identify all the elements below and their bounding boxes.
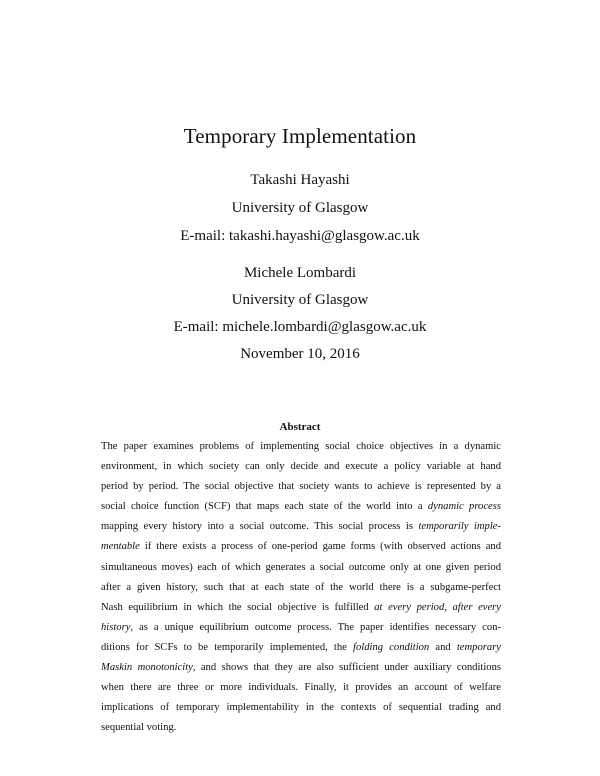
abstract-line [101, 517, 501, 537]
abstract-italic-run: temporarily imple- [418, 521, 501, 533]
abstract-line [101, 638, 501, 658]
abstract-body [101, 437, 501, 738]
author-2-name: Michele Lombardi [243, 265, 357, 281]
abstract-line [101, 718, 501, 738]
abstract-text-run: Nash equilibrium in which the social objective is fulfilled [101, 601, 375, 613]
author-2-email: E-mail: michele.lombardi@glasgow.ac.uk [173, 319, 427, 335]
abstract-text-run: , as a unique equilibrium outcome process. The paper identifies necessary con- [130, 621, 501, 633]
abstract-italic-run: folding condition [353, 641, 430, 653]
abstract-italic-run: at every period, after every [374, 601, 501, 613]
abstract-text-run: implications of temporary implementability in the contexts of sequential trading and [101, 702, 501, 714]
abstract-line [101, 497, 501, 517]
paper-title: Temporary Implementation [183, 124, 417, 148]
abstract-line [101, 698, 501, 718]
abstract-text-run: simultaneous moves) each of which generates a social outcome only at one given period [101, 561, 501, 573]
abstract-text-run: ditions for SCFs to be temporarily implemented, the [101, 641, 354, 653]
abstract-text-run: , and shows that they are also sufficient under auxiliary conditions [192, 662, 501, 674]
author-1-affiliation: University of Glasgow [231, 200, 369, 216]
paper-date: November 10, 2016 [240, 346, 360, 362]
abstract-italic-run: Maskin monotonicity [101, 662, 193, 674]
author-2-affiliation: University of Glasgow [231, 292, 369, 308]
abstract-line [101, 457, 501, 477]
abstract-text-run: The paper examines problems of implementing social choice objectives in a dynamic [101, 441, 501, 452]
abstract-heading: Abstract [279, 421, 321, 433]
abstract-line [101, 477, 501, 497]
author-1-name: Takashi Hayashi [250, 172, 350, 188]
abstract-text-run: when there are three or more individuals. Finally, it provides an account of welfare [101, 682, 501, 694]
abstract-line [101, 437, 501, 457]
abstract-text-run: period by period. The social objective that society wants to achieve is represented by a [101, 481, 501, 493]
abstract-text-run: after a given history, such that at each state of the world there is a subgame-perfect [101, 581, 501, 593]
abstract-text-run: if there exists a process of one-period game forms (with observed actions and [139, 541, 501, 553]
abstract-text-run: social choice function (SCF) that maps each state of the world into a [101, 501, 428, 513]
abstract-line [101, 658, 501, 678]
abstract-line [101, 558, 501, 578]
author-1-email: E-mail: takashi.hayashi@glasgow.ac.uk [180, 228, 420, 244]
abstract-line [101, 618, 501, 638]
abstract-italic-run: dynamic process [427, 501, 501, 513]
abstract-text-run: sequential voting. [101, 722, 177, 734]
abstract-line [101, 578, 501, 598]
abstract-text-run: environment, in which society can only decide and execute a policy variable at hand [101, 461, 501, 473]
abstract-text-run: mapping every history into a social outcome. This social process is [101, 521, 419, 533]
abstract-italic-run: history [101, 621, 131, 633]
abstract-line [101, 598, 501, 618]
abstract-italic-run: mentable [101, 541, 140, 553]
abstract-text-run: and [429, 641, 457, 653]
abstract-italic-run: temporary [456, 641, 501, 653]
abstract-line [101, 537, 501, 557]
abstract-line [101, 678, 501, 698]
